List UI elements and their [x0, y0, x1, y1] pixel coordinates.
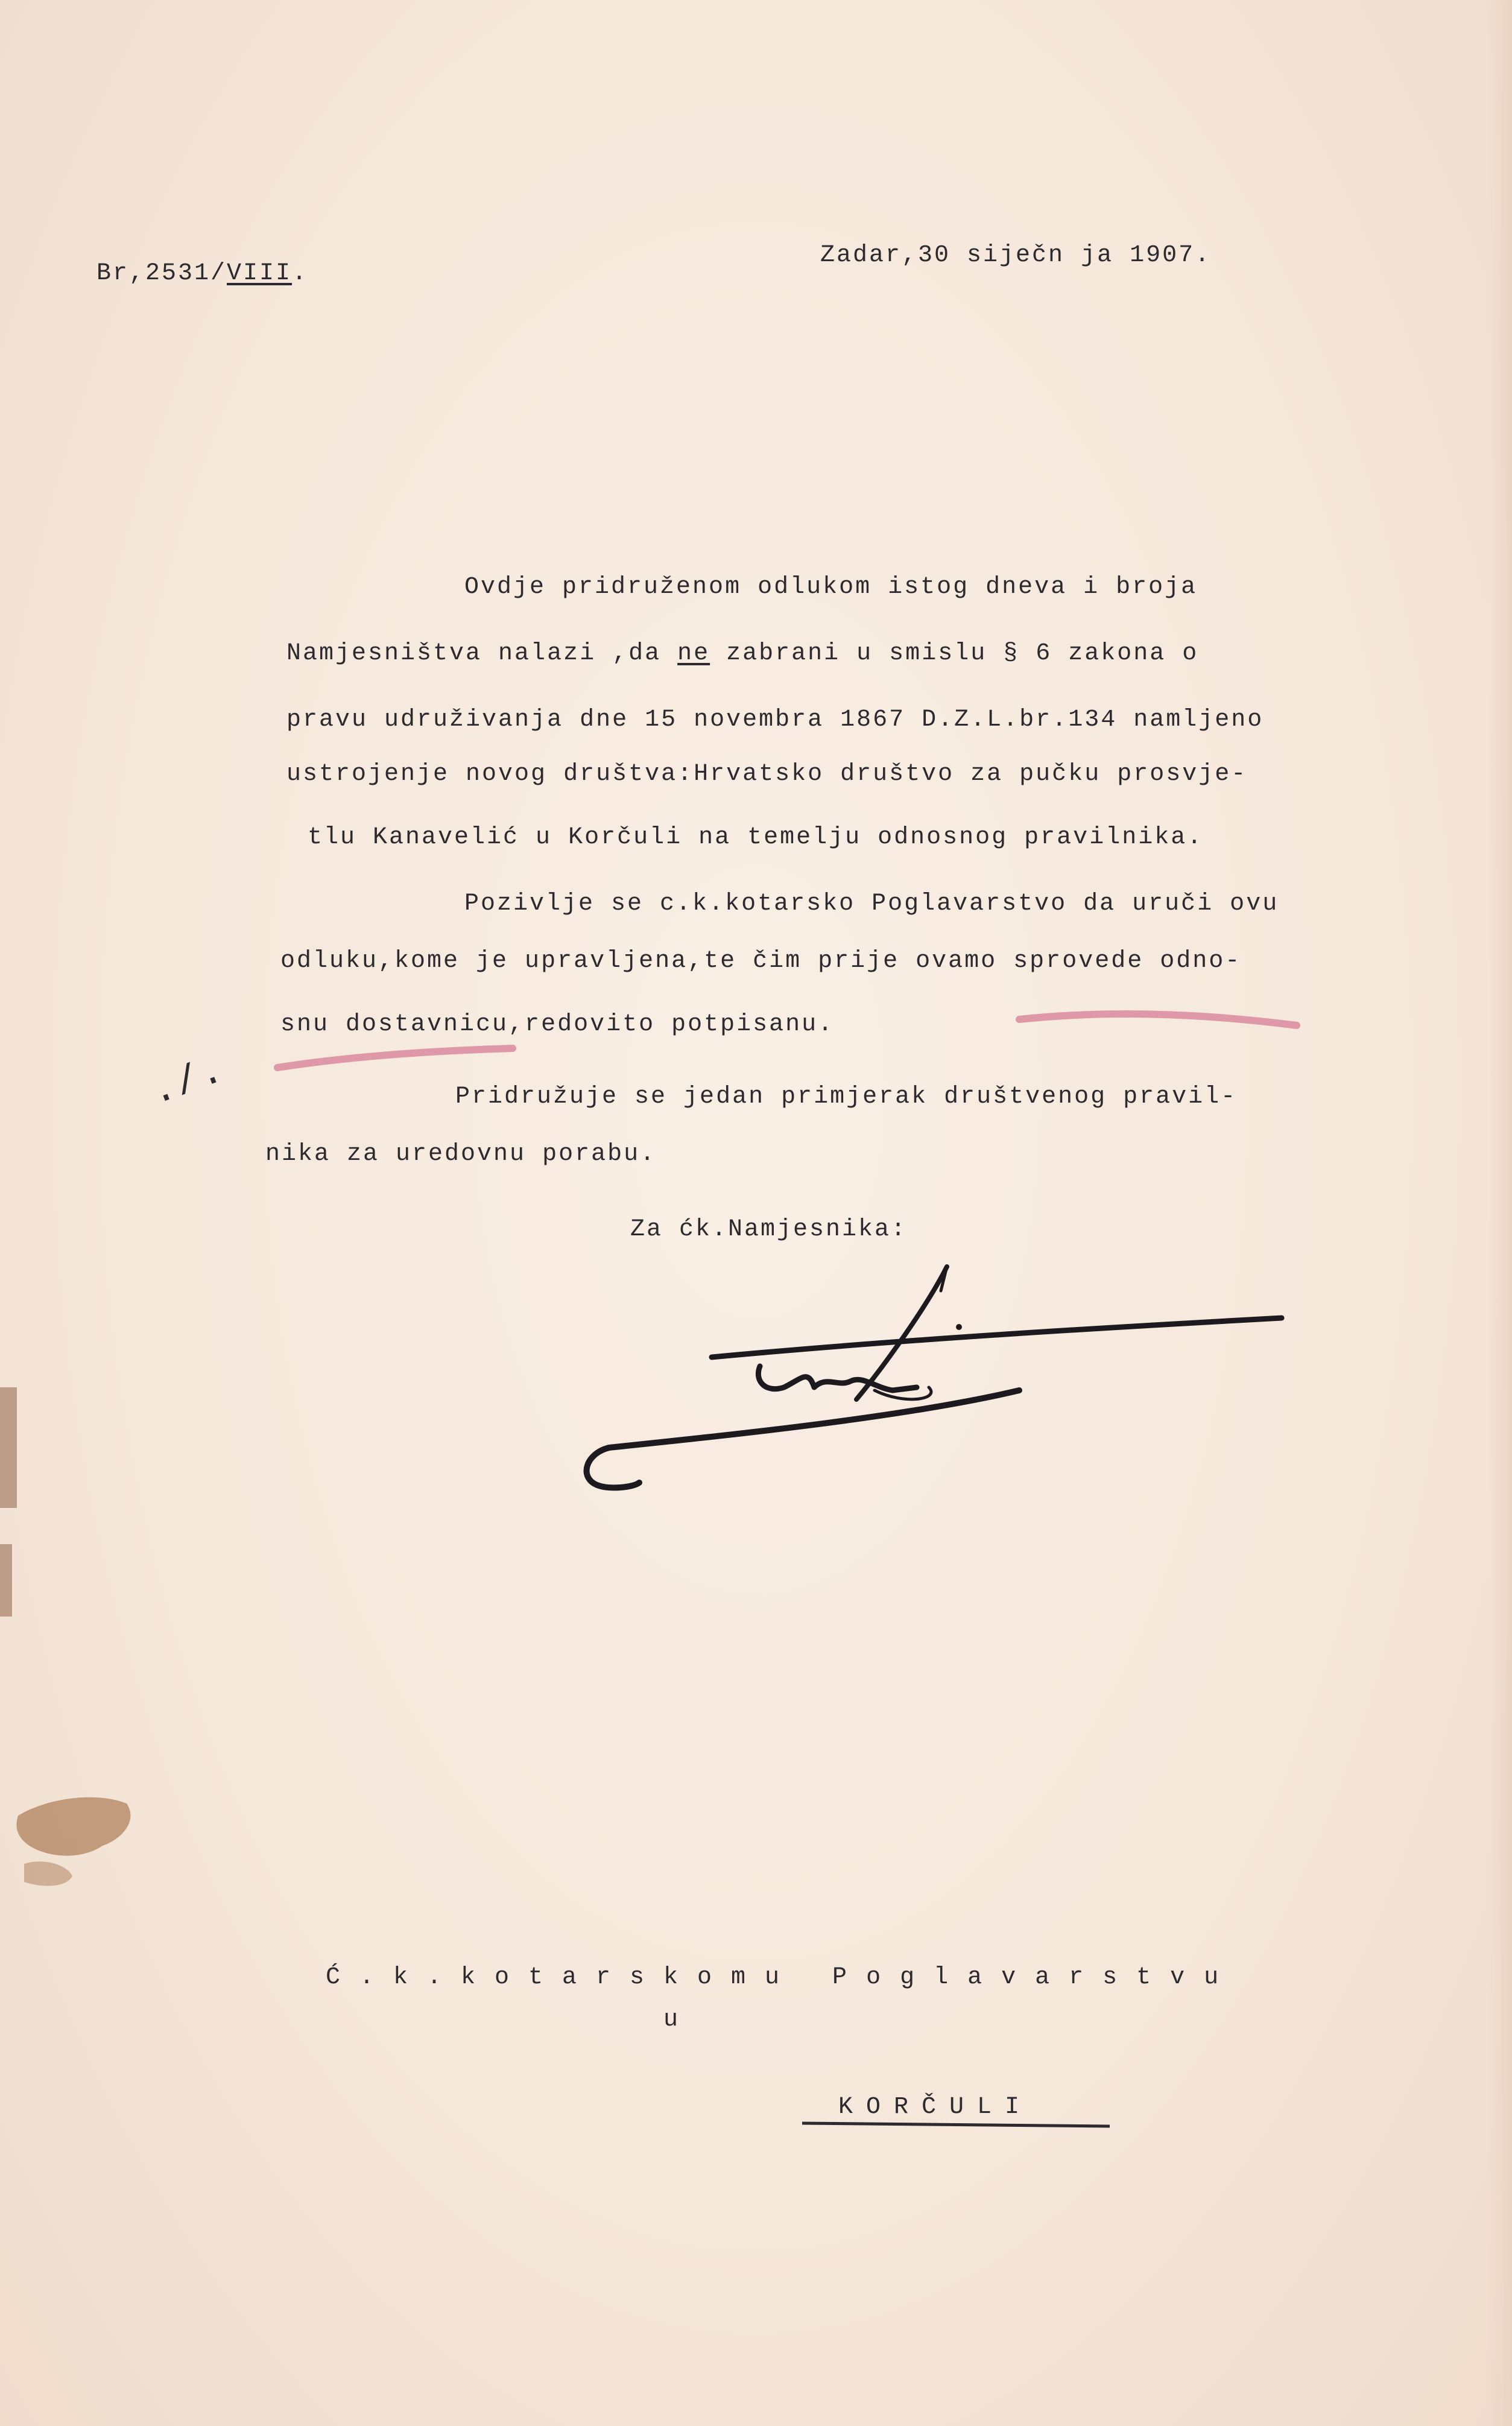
red-pencil-mark-left [277, 1048, 513, 1068]
body-line: tlu Kanavelić u Korčuli na temelju odnosnog pravilnika. [308, 824, 1204, 851]
place-date: Zadar,30 siječn ja 1907. [820, 242, 1212, 269]
body-line: Pozivlje se c.k.kotarsko Poglavarstvo da uruči ovu [464, 890, 1279, 917]
body-line: Pridružuje se jedan primjerak društvenog pravil- [455, 1083, 1238, 1110]
reference-roman: VIII [227, 260, 293, 287]
red-pencil-mark-right [1019, 1014, 1297, 1025]
signature-label: Za ćk.Namjesnika: [630, 1216, 908, 1243]
underlined-word: ne [677, 640, 710, 667]
reference-suffix: . [292, 260, 309, 287]
body-line: Ovdje pridruženom odlukom istog dneva i broja [464, 574, 1198, 601]
body-line: pravu udruživanja dne 15 novembra 1867 D.Z.L.br.134 namljeno [286, 706, 1264, 733]
body-line: odluku,kome je upravljena,te čim prije ovamo sprovede odno- [280, 948, 1242, 975]
body-text: zabrani u smislu § 6 zakona o [726, 640, 1199, 667]
body-line: nika za uredovnu porabu. [265, 1141, 657, 1168]
binding-marks [0, 1387, 17, 1617]
reference-digits: 2531/ [145, 260, 227, 287]
paper-stain [16, 1797, 130, 1886]
handwritten-signature [587, 1267, 1282, 1487]
address-line-1: Ć.k.kotarskomu Poglavarstvu [326, 1964, 1238, 1991]
reference-prefix: Br, [96, 260, 146, 287]
address-underline [802, 2123, 1110, 2126]
body-line: ustrojenje novog društva:Hrvatsko društvo za pučku prosvje- [286, 761, 1248, 788]
address-line-2: u [663, 2006, 680, 2033]
margin-mark: ./. [145, 1048, 231, 1116]
body-line: snu dostavnicu,redovito potpisanu. [280, 1011, 835, 1038]
body-text: Namjesništva nalazi ,da [286, 640, 662, 667]
address-line-3: KORČULI [838, 2094, 1033, 2121]
